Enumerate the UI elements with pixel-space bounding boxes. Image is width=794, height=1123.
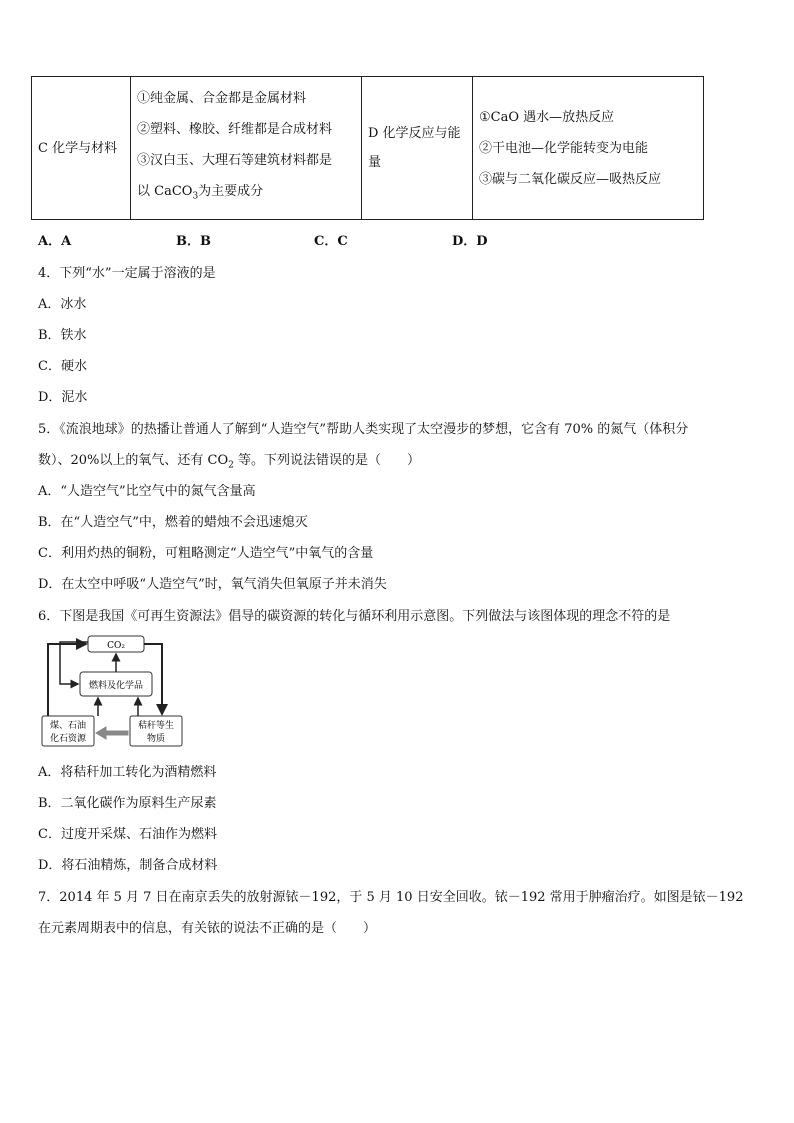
q4-option-a: A．冰水 [38,297,87,312]
fossil-label-2: 化石资源 [49,734,87,744]
table-cell-c-title: C 化学与材料 [32,77,131,220]
options-table [31,76,704,220]
fossil-label-1: 煤、石油 [49,721,87,731]
q3-option-d: D．D [452,234,488,249]
straw-label-1: 秸秆等生 [137,721,175,731]
c-item-3-cont: 以 CaCO$_3$为主要成分 [137,184,264,202]
table-cell-c-items [131,77,362,220]
q5-option-d: D．在太空中呼吸“人造空气”时，氧气消失但氧原子并未消失 [38,577,387,592]
c-item-3: ③汉白玉、大理石等建筑材料都是 [137,153,333,169]
q3-option-a: A．A [38,234,72,249]
q7-stem-line2: 在元素周期表中的信息，有关铱的说法不正确的是（ ） [38,921,377,936]
q3-option-c: C．C [314,234,348,249]
q3-answer-row [38,230,488,249]
q6-option-c: C．过度开采煤、石油作为燃料 [38,827,217,842]
c-item-1: ①纯金属、合金都是金属材料 [137,91,307,107]
co2-label: CO₂ [107,641,125,651]
fuel-label: 燃料及化学品 [88,681,144,691]
q5-stem-line1: 5．《流浪地球》的热播让普通人了解到“人造空气”帮助人类实现了太空漫步的梦想，它含有 70% 的氮气（体积分 [38,422,689,437]
q6-stem: 6．下图是我国《可再生资源法》倡导的碳资源的转化与循环利用示意图。下列做法与该图体现的理念不符的是 [38,609,671,624]
q5-option-a: A．“人造空气”比空气中的氮气含量高 [38,484,256,499]
straw-label-2: 物质 [146,734,166,744]
q5-option-b: B．在“人造空气”中，燃着的蜡烛不会迅速熄灭 [38,515,308,530]
q4-option-c: C．硬水 [38,359,87,374]
d-item-2: ②干电池—化学能转变为电能 [479,140,649,156]
c-item-2: ②塑料、橡胶、纤维都是合成材料 [137,122,333,138]
q4-stem: 4．下列“水”一定属于溶液的是 [38,266,216,281]
q6-option-a: A．将秸秆加工转化为酒精燃料 [38,765,217,780]
q6-option-d: D．将石油精炼，制备合成材料 [38,858,218,873]
q6-option-b: B．二氧化碳作为原料生产尿素 [38,796,217,811]
table-cell-d-items [473,77,704,220]
d-item-1: ①CaO 遇水—放热反应 [479,109,615,125]
q7-stem-line1: 7．2014 年 5 月 7 日在南京丢失的放射源铱－192，于 5 月 10 日安全回收。铱－192 常用于肿瘤治疗。如图是铱－192 [38,890,744,905]
q4-option-d: D．泥水 [38,390,88,405]
q5-stem-line2: 数）、20%以上的氧气、还有 $CO_2$ 等。下列说法错误的是（ ） [38,453,421,471]
carbon-cycle-diagram [38,632,198,750]
d-item-3: ③碳与二氧化碳反应—吸热反应 [479,171,662,187]
gray-arrow-icon [96,727,128,739]
q4-option-b: B．铁水 [38,328,87,343]
table-cell-d-title: D 化学反应与能 量 [362,77,473,220]
q5-option-c: C．利用灼热的铜粉，可粗略测定“人造空气”中氧气的含量 [38,546,374,561]
q3-option-b: B．B [176,234,211,249]
